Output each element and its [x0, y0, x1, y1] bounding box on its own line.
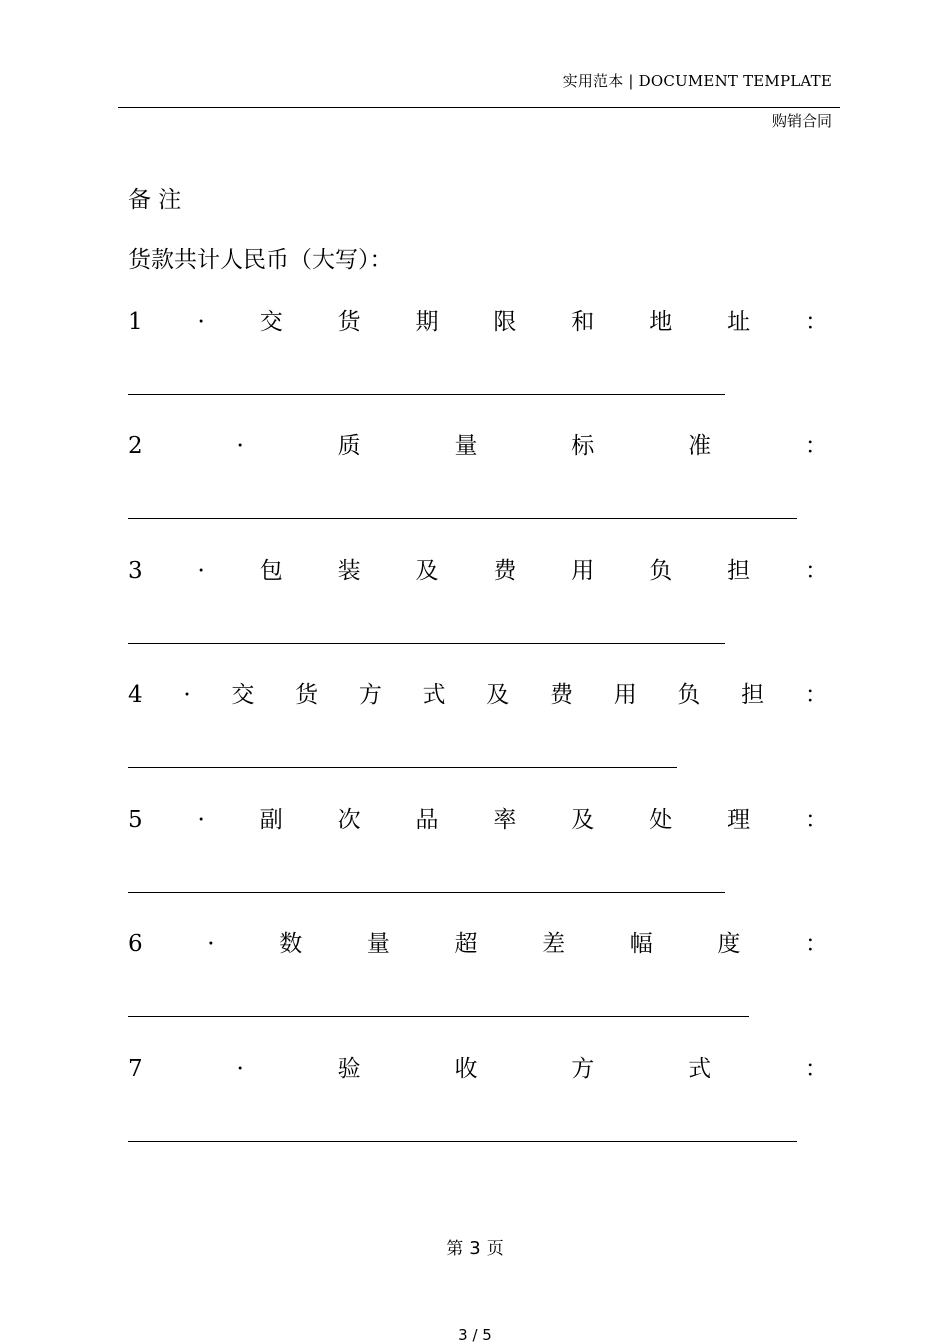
item-char: 量 [366, 931, 390, 957]
item-3-blank [128, 643, 725, 644]
item-char: 品 [415, 807, 439, 833]
item-char: · [197, 309, 205, 335]
item-char: 7 [128, 1056, 143, 1082]
item-char: · [236, 433, 244, 459]
item-char: 5 [128, 807, 143, 833]
item-char: · [207, 931, 215, 957]
item-char: 期 [415, 309, 439, 335]
item-char: 及 [486, 682, 510, 708]
item-char: 4 [128, 682, 143, 708]
item-char: 3 [128, 558, 143, 584]
item-char: 1 [128, 309, 143, 335]
item-2-blank [128, 518, 797, 519]
item-char: 度 [717, 931, 741, 957]
item-char: 地 [649, 309, 673, 335]
item-1-blank [128, 394, 725, 395]
item-char: 式 [688, 1056, 712, 1082]
item-char: 式 [422, 682, 446, 708]
item-4-blank [128, 767, 677, 768]
item-char: 收 [454, 1056, 478, 1082]
item-char: 6 [128, 931, 143, 957]
header-divider [118, 107, 840, 108]
header-subtitle: 购销合同 [771, 112, 832, 130]
item-char: ： [804, 433, 828, 459]
item-char: 费 [493, 558, 517, 584]
footer-prefix: 第 [446, 1239, 464, 1259]
item-char: ： [804, 309, 828, 335]
item-char: 率 [493, 807, 517, 833]
item-7-blank [128, 1141, 797, 1142]
item-3-label [128, 557, 828, 585]
item-char: 用 [613, 682, 637, 708]
remark-label: 备 注 [128, 187, 182, 213]
item-char: 质 [337, 433, 361, 459]
item-char: 货 [295, 682, 319, 708]
item-1-label [128, 308, 828, 336]
item-char: 方 [358, 682, 382, 708]
item-6-label [128, 930, 828, 958]
item-char: ： [804, 1056, 828, 1082]
item-char: 理 [727, 807, 751, 833]
item-char: 用 [571, 558, 595, 584]
item-char: 处 [649, 807, 673, 833]
item-char: ： [804, 931, 828, 957]
item-5-label [128, 806, 828, 834]
item-char: 数 [279, 931, 303, 957]
item-char: 量 [454, 433, 478, 459]
item-char: 交 [259, 309, 283, 335]
item-6-blank [128, 1016, 749, 1017]
item-char: 和 [571, 309, 595, 335]
item-char: 负 [649, 558, 673, 584]
item-char: 址 [727, 309, 751, 335]
item-char: 验 [337, 1056, 361, 1082]
item-char: 费 [549, 682, 573, 708]
item-char: 标 [571, 433, 595, 459]
item-2-label [128, 432, 828, 460]
page-indicator: 3 / 5 [458, 1326, 492, 1344]
item-char: · [197, 558, 205, 584]
footer-page-number: 3 [469, 1238, 481, 1259]
item-char: 装 [337, 558, 361, 584]
item-char: 副 [259, 807, 283, 833]
item-char: ： [804, 807, 828, 833]
total-amount-label: 货款共计人民币（大写）： [128, 247, 393, 273]
item-char: 超 [454, 931, 478, 957]
item-5-blank [128, 892, 725, 893]
item-char: 幅 [629, 931, 653, 957]
item-char: 次 [337, 807, 361, 833]
item-char: 方 [571, 1056, 595, 1082]
item-char: 限 [493, 309, 517, 335]
item-char: 2 [128, 433, 143, 459]
item-4-label [128, 681, 828, 709]
item-char: ： [804, 558, 828, 584]
item-char: · [183, 682, 191, 708]
item-char: 及 [415, 558, 439, 584]
header-title: 实用范本 | DOCUMENT TEMPLATE [562, 72, 832, 90]
footer-suffix: 页 [486, 1239, 504, 1259]
item-char: 负 [677, 682, 701, 708]
item-char: 差 [542, 931, 566, 957]
item-char: 及 [571, 807, 595, 833]
item-char: 准 [688, 433, 712, 459]
item-char: · [197, 807, 205, 833]
page-footer [0, 1234, 950, 1259]
item-char: 货 [337, 309, 361, 335]
item-char: 担 [741, 682, 765, 708]
item-char: · [236, 1056, 244, 1082]
item-7-label [128, 1055, 828, 1083]
item-char: 担 [727, 558, 751, 584]
item-char: 包 [259, 558, 283, 584]
item-char: ： [804, 682, 828, 708]
item-char: 交 [231, 682, 255, 708]
